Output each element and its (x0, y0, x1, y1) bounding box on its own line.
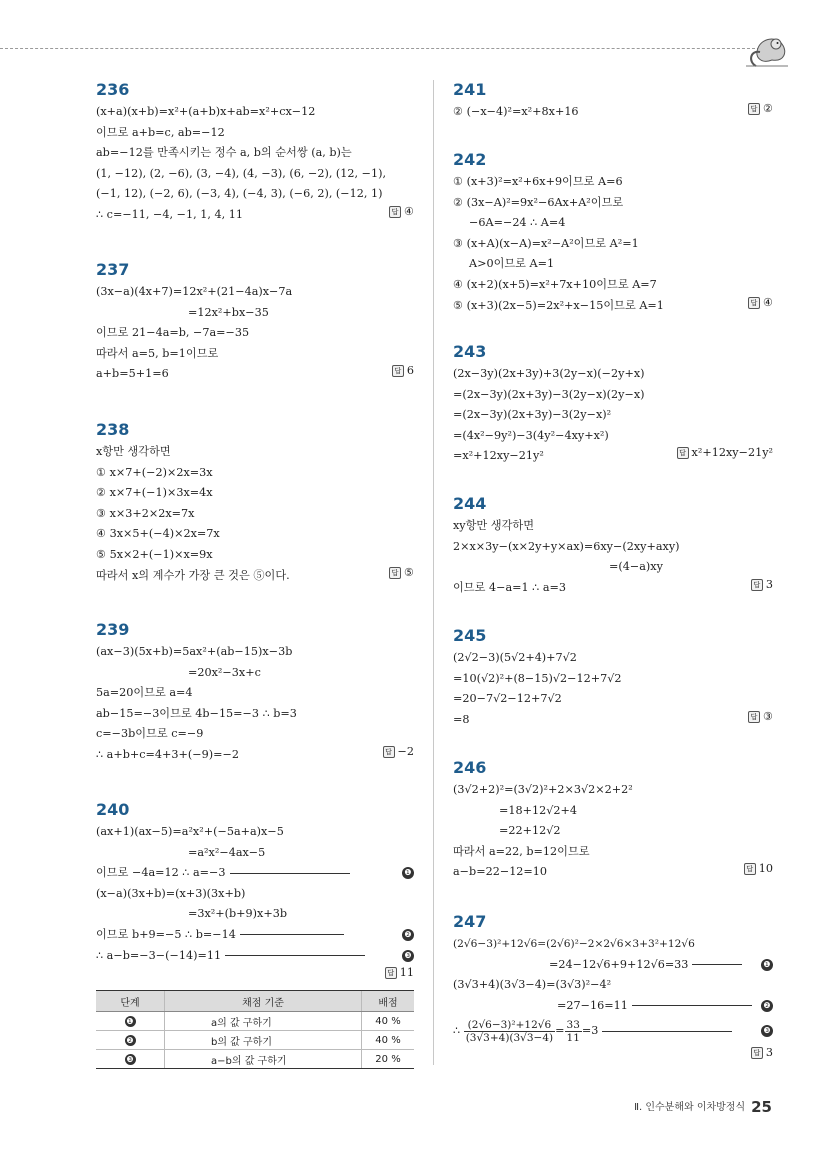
leader-line (240, 934, 344, 935)
score-cell: 40 % (362, 1012, 415, 1031)
answer-icon: 답 (389, 567, 401, 579)
solution-line: ∴ c=−11, −4, −1, 1, 4, 11 (96, 207, 243, 221)
solution-line: (2√6−3)²+12√6=(2√6)²−2×2√6×3+3²+12√6 (453, 938, 695, 950)
solution-line: =x²+12xy−21y² (453, 449, 544, 463)
step-cell (96, 1050, 165, 1069)
answer (744, 862, 773, 875)
answer-value: ④ (762, 295, 773, 309)
answer-value: 10 (758, 862, 773, 876)
solution-line: =20x²−3x+c (188, 665, 261, 679)
problem-number: 237 (96, 260, 130, 279)
answer-icon: 답 (383, 746, 395, 758)
solution-line-step-3 (96, 946, 414, 967)
problem-number: 241 (453, 80, 487, 99)
page-footer (634, 1098, 772, 1116)
step-cell (96, 1031, 165, 1050)
answer-icon: 답 (751, 579, 763, 591)
solution-line: (ax−3)(5x+b)=5ax²+(ab−15)x−3b (96, 645, 293, 658)
leader-line (225, 955, 365, 956)
step-cell (96, 1012, 165, 1031)
squirrel-mascot-icon (742, 30, 792, 74)
answer-icon: 답 (751, 1047, 763, 1059)
solution-line: c=−3b이므로 c=−9 (96, 727, 204, 741)
problem-240 (96, 798, 414, 987)
step-marker-2: ❷ (402, 929, 414, 941)
equals-sign: = (555, 1024, 565, 1038)
table-row (96, 1031, 414, 1050)
solution-line: ② x×7+(−1)×3x=4x (96, 486, 213, 500)
answer-value: 11 (399, 966, 414, 980)
solution-line: (3x−a)(4x+7)=12x²+(21−4a)x−7a (96, 285, 293, 298)
answer-value: ⑤ (403, 565, 414, 579)
solution-line: =8 (453, 712, 470, 726)
column-divider (433, 80, 434, 1065)
problem-239 (96, 618, 414, 766)
answer-value: 6 (406, 364, 414, 378)
fraction-numerator: (2√6−3)²+12√6 (464, 1019, 555, 1032)
problem-number: 238 (96, 420, 130, 439)
solution-line: =3x²+(b+9)x+3b (188, 907, 288, 921)
answer-value: −2 (397, 744, 414, 758)
score-cell: 40 % (362, 1031, 415, 1050)
answer-value: ③ (762, 709, 773, 723)
solution-line: A>0이므로 A=1 (469, 257, 555, 271)
answer (389, 205, 414, 218)
solution-line: 이므로 21−4a=b, −7a=−35 (96, 326, 250, 340)
solution-line: (2x−3y)(2x+3y)+3(2y−x)(−2y+x) (453, 367, 645, 380)
solution-line: =a²x²−4ax−5 (188, 845, 266, 859)
solution-line: (2√2−3)(5√2+4)+7√2 (453, 651, 577, 664)
column-header: 단계 (96, 991, 165, 1012)
answer-value: ② (762, 102, 773, 115)
problem-number: 246 (453, 758, 487, 777)
problem-242 (453, 148, 773, 316)
solution-line: =(2x−3y)(2x+3y)−3(2y−x)² (453, 408, 612, 422)
solution-line: 5a=20이므로 a=4 (96, 686, 193, 700)
answer (748, 296, 773, 309)
therefore-symbol: ∴ (453, 1024, 461, 1038)
solution-line-step-1 (453, 955, 773, 976)
answer (389, 566, 414, 579)
solution-line-step-1 (96, 863, 414, 884)
answer-value: 3 (765, 577, 773, 591)
problem-238 (96, 418, 414, 586)
fraction-denominator: (3√3+4)(3√3−4) (465, 1031, 554, 1044)
problem-246 (453, 756, 773, 883)
step-marker-3: ❸ (761, 1025, 773, 1037)
answer-icon: 답 (392, 365, 404, 377)
problem-243 (453, 340, 773, 467)
solution-line: −6A=−24 ∴ A=4 (469, 216, 566, 230)
solution-line: (x−a)(3x+b)=(x+3)(3x+b) (96, 886, 246, 900)
leader-line (230, 873, 350, 874)
solution-line-step-3 (453, 1016, 773, 1046)
solution-line: ② (−x−4)²=x²+8x+16 (453, 105, 579, 118)
answer-icon: 답 (748, 297, 760, 309)
table-header-row (96, 991, 414, 1012)
answer-value: x²+12xy−21y² (691, 446, 773, 460)
answer (751, 578, 773, 591)
criterion-cell: b의 값 구하기 (165, 1031, 362, 1050)
answer-icon: 답 (748, 711, 760, 723)
solution-text: 이므로 b+9=−5 ∴ b=−14 (96, 927, 236, 941)
step-marker-1: ❶ (761, 959, 773, 971)
solution-line: ③ (x+A)(x−A)=x²−A²이므로 A²=1 (453, 236, 639, 250)
answer-icon: 답 (748, 103, 760, 115)
criterion-cell: a−b의 값 구하기 (165, 1050, 362, 1069)
answer-icon: 답 (744, 863, 756, 875)
answer (383, 745, 415, 758)
problem-number: 240 (96, 800, 130, 819)
solution-line: =(2x−3y)(2x+3y)−3(2y−x)(2y−x) (453, 387, 645, 401)
solution-line: ab−15=−3이므로 4b−15=−3 ∴ b=3 (96, 706, 297, 720)
answer (748, 102, 773, 115)
solution-text: 이므로 −4a=12 ∴ a=−3 (96, 866, 226, 880)
problem-244 (453, 492, 773, 598)
solution-text: =27−16=11 (557, 998, 628, 1012)
step-marker: ❷ (126, 1035, 134, 1045)
problem-number: 247 (453, 912, 487, 931)
answer-icon: 답 (677, 447, 689, 459)
solution-line: =22+12√2 (499, 824, 561, 838)
solution-text: =24−12√6+9+12√6=33 (549, 957, 689, 971)
solution-line: ③ x×3+2×2x=7x (96, 506, 195, 520)
solution-line: ⑤ (x+3)(2x−5)=2x²+x−15이므로 A=1 (453, 298, 664, 312)
problem-number: 239 (96, 620, 130, 639)
solution-line: (1, −12), (2, −6), (3, −4), (4, −3), (6, −2), (12, −1), (96, 166, 387, 180)
solution-line: a+b=5+1=6 (96, 367, 169, 381)
fraction-denominator: 11 (566, 1031, 580, 1044)
solution-line: 따라서 a=5, b=1이므로 (96, 346, 219, 360)
solution-line: =(4−a)xy (609, 560, 663, 574)
solution-line: (ax+1)(ax−5)=a²x²+(−5a+a)x−5 (96, 825, 284, 838)
answer-icon: 답 (385, 967, 397, 979)
solution-line: 이므로 4−a=1 ∴ a=3 (453, 580, 567, 594)
fraction (565, 1019, 582, 1044)
problem-241 (453, 78, 773, 123)
solution-line: =12x²+bx−35 (188, 305, 269, 319)
column-header: 배점 (362, 991, 415, 1012)
answer (748, 710, 773, 723)
problem-number: 236 (96, 80, 130, 99)
criterion-cell: a의 값 구하기 (165, 1012, 362, 1031)
problem-number: 244 (453, 494, 487, 513)
solution-line: ① x×7+(−2)×2x=3x (96, 465, 213, 479)
solution-line: ⑤ 5x×2+(−1)×x=9x (96, 547, 213, 561)
page-number: 25 (751, 1098, 772, 1116)
leader-line (602, 1031, 732, 1032)
step-marker: ❸ (126, 1054, 134, 1064)
solution-line: =18+12√2+4 (499, 803, 577, 817)
fraction (464, 1019, 555, 1044)
solution-line: 따라서 x의 계수가 가장 큰 것은 ⑤이다. (96, 568, 290, 582)
solution-line: 2×x×3y−(x×2y+y×ax)=6xy−(2xy+axy) (453, 539, 680, 553)
solution-line-step-2 (96, 925, 414, 946)
answer (677, 446, 773, 459)
solution-line: ∴ a+b+c=4+3+(−9)=−2 (96, 747, 239, 761)
solution-line: (x+a)(x+b)=x²+(a+b)x+ab=x²+cx−12 (96, 105, 316, 118)
answer (392, 364, 414, 377)
solution-line: x항만 생각하면 (96, 445, 171, 458)
table-row (96, 1012, 414, 1031)
solution-line: =20−7√2−12+7√2 (453, 692, 562, 706)
answer-icon: 답 (389, 206, 401, 218)
answer-value: 3 (765, 1046, 773, 1060)
solution-line: =10(√2)²+(8−15)√2−12+7√2 (453, 671, 622, 685)
solution-text: =3 (581, 1024, 599, 1038)
scoring-rubric-table (96, 990, 414, 1069)
problem-number: 243 (453, 342, 487, 361)
answer-value: ④ (403, 204, 414, 218)
solution-line: xy항만 생각하면 (453, 519, 535, 532)
solution-line: (−1, 12), (−2, 6), (−3, 4), (−4, 3), (−6, 2), (−12, 1) (96, 187, 383, 201)
problem-number: 242 (453, 150, 487, 169)
solution-line: ① (x+3)²=x²+6x+9이므로 A=6 (453, 175, 623, 188)
problem-237 (96, 258, 414, 385)
score-cell: 20 % (362, 1050, 415, 1069)
problem-number: 245 (453, 626, 487, 645)
fraction-numerator: 33 (566, 1018, 580, 1031)
solution-line: ab=−12를 만족시키는 정수 a, b의 순서쌍 (a, b)는 (96, 146, 352, 160)
leader-line (692, 964, 742, 965)
solution-line: ② (3x−A)²=9x²−6Ax+A²이므로 (453, 195, 624, 209)
solution-text: ∴ a−b=−3−(−14)=11 (96, 948, 222, 962)
solution-line: a−b=22−12=10 (453, 865, 548, 879)
solution-line: (3√2+2)²=(3√2)²+2×3√2×2+2² (453, 783, 633, 796)
column-header: 채점 기준 (165, 991, 362, 1012)
step-marker-2: ❷ (761, 1000, 773, 1012)
step-marker-1: ❶ (402, 867, 414, 879)
top-dashed-rule (0, 48, 760, 49)
leader-line (632, 1005, 752, 1006)
problem-245 (453, 624, 773, 730)
problem-247 (453, 910, 773, 1067)
step-marker-3: ❸ (402, 950, 414, 962)
chapter-title: Ⅱ. 인수분해와 이차방정식 (634, 1102, 746, 1113)
solution-line: =(4x²−9y²)−3(4y²−4xy+x²) (453, 428, 609, 442)
problem-236 (96, 78, 414, 226)
solution-line: (3√3+4)(3√3−4)=(3√3)²−4² (453, 978, 612, 992)
solution-line: 이므로 a+b=c, ab=−12 (96, 125, 225, 139)
solution-line: ④ (x+2)(x+5)=x²+7x+10이므로 A=7 (453, 277, 657, 291)
solution-line-step-2 (453, 996, 773, 1017)
answer (751, 1046, 773, 1059)
solution-line: ④ 3x×5+(−4)×2x=7x (96, 527, 220, 541)
answer (385, 966, 414, 979)
table-row (96, 1050, 414, 1069)
solution-line: 따라서 a=22, b=12이므로 (453, 844, 590, 858)
step-marker: ❶ (126, 1016, 134, 1026)
